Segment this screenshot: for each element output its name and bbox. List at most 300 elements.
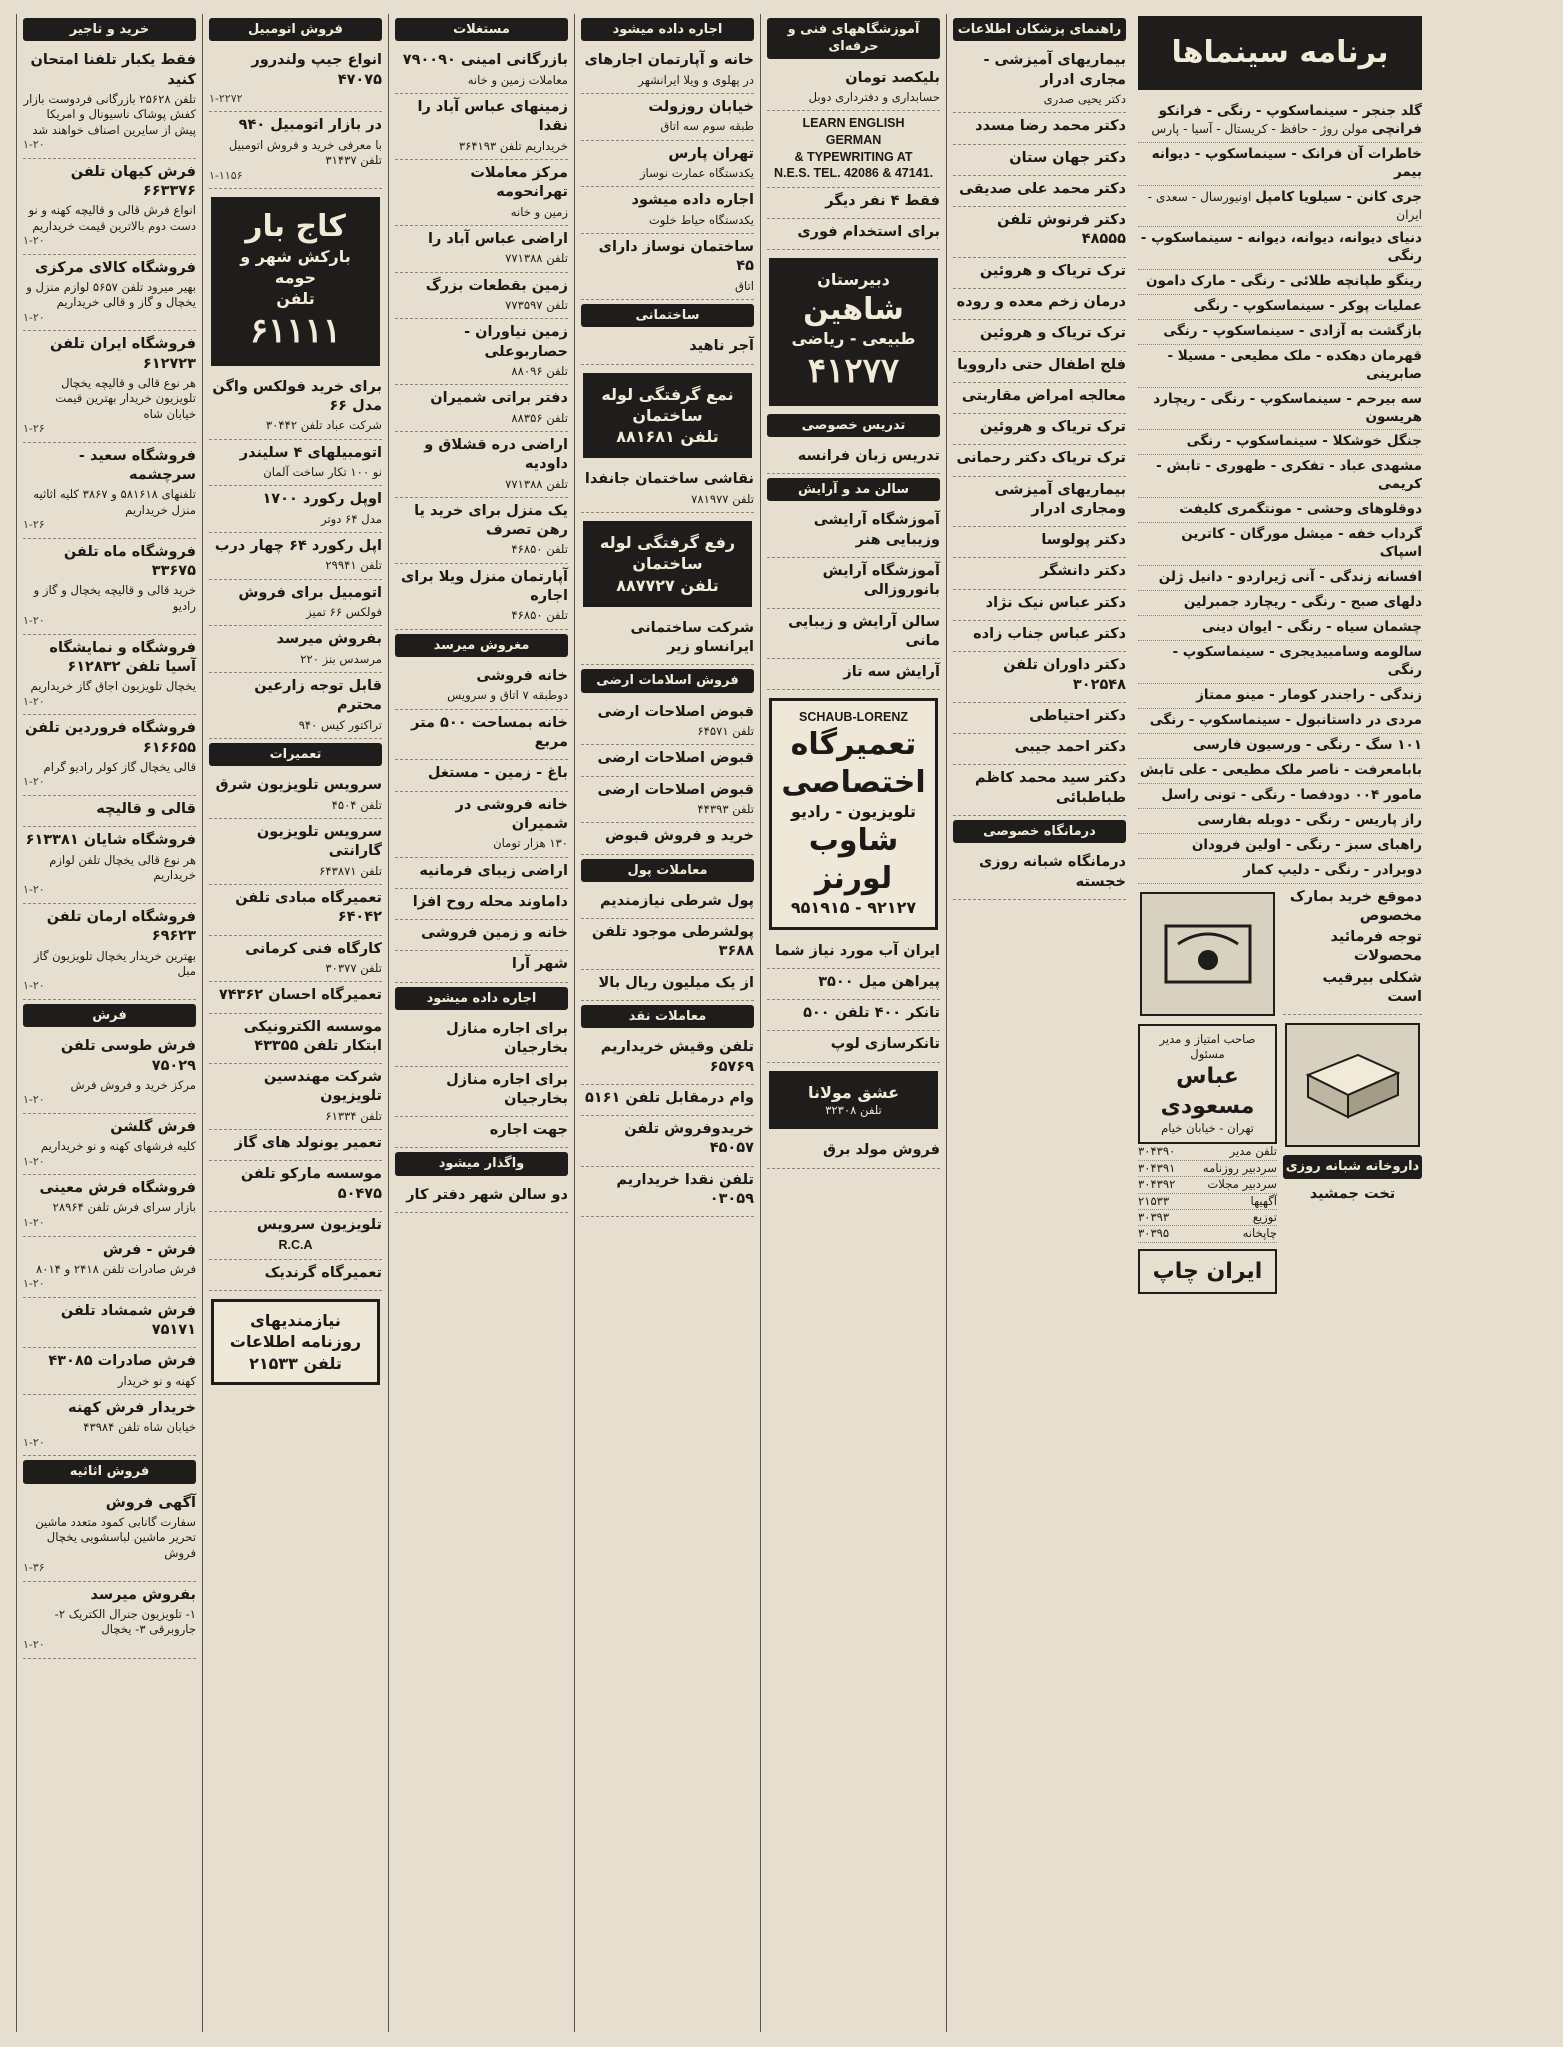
ad-title: قبوض اصلاحات ارضی bbox=[597, 781, 754, 798]
classified-ad bbox=[209, 819, 382, 885]
ad-title: فروشگاه شایان ۶۱۳۳۸۱ bbox=[25, 832, 196, 849]
ad-title: برای استخدام فوری bbox=[797, 224, 940, 241]
cinema-listing bbox=[1138, 100, 1422, 143]
classified-ad bbox=[209, 1212, 382, 1260]
bottom-block bbox=[1138, 884, 1422, 1294]
film-cinemas: اونیورسال - سعدی - ایران bbox=[1147, 189, 1422, 222]
ad-title: دکتر فرنوش تلفن ۴۸۵۵۵ bbox=[997, 212, 1126, 248]
section-header-carpet: فرش bbox=[23, 1004, 196, 1027]
ad-body: شرکت عباد تلفن ۳۰۴۴۲ bbox=[265, 418, 382, 433]
ad-body: تلفن ۴۶۸۵۰ bbox=[511, 542, 568, 557]
ad-title: برای اجاره منازل بخارجیان bbox=[446, 1071, 568, 1107]
classified-ad bbox=[23, 47, 196, 158]
classified-ad bbox=[23, 255, 196, 332]
ad-title: دکتر دانشگر bbox=[1040, 563, 1126, 580]
ad-code: ۱-۲۲۷۲ bbox=[209, 91, 243, 105]
ad-title: فرش صادرات ۴۳۰۸۵ bbox=[48, 1353, 196, 1370]
classified-ad bbox=[395, 760, 568, 791]
doctor-listing bbox=[953, 652, 1126, 703]
classified-ad bbox=[209, 626, 382, 673]
display-ad-phone: تلفن ۲۱۵۳۳ bbox=[249, 1353, 342, 1373]
ad-body: یخچال تلویزیون اجاق گاز خریداریم bbox=[30, 679, 196, 694]
doctor-listing bbox=[953, 145, 1126, 176]
ad-body: تلفن ۷۸۱۹۷۷ bbox=[691, 491, 754, 506]
ad-title: ساختمان نوساز دارای ۴۵ bbox=[598, 239, 754, 275]
ad-title: فقط ۴ نفر دیگر bbox=[825, 192, 940, 209]
film-title: سالومه وسامبیدیجری - سینماسکوپ - رنگی bbox=[1172, 644, 1422, 678]
classified-ad bbox=[395, 432, 568, 498]
ad-title: سرویس تلویزیون گارانتی bbox=[256, 824, 382, 860]
classified-ad bbox=[395, 663, 568, 710]
classified-ad bbox=[209, 580, 382, 627]
ad-title: پیراهن میل ۳۵۰۰ bbox=[818, 973, 940, 990]
classified-ad bbox=[23, 443, 196, 539]
ad-title: اوپل رکورد ۱۷۰۰ bbox=[262, 491, 382, 508]
classified-ad bbox=[23, 904, 196, 1000]
display-ad-tel-label: تلفن bbox=[276, 289, 315, 309]
tel-label: توزیع bbox=[1252, 1209, 1277, 1224]
ad-title: دکتر احتیاطی bbox=[1029, 707, 1126, 724]
ad-title: فروشگاه کالای مرکزی bbox=[34, 259, 196, 276]
ad-title: خانه بمساحت ۵۰۰ متر مربع bbox=[411, 714, 568, 751]
ad-body: اتاق bbox=[735, 278, 754, 293]
ad-body: مرکز خرید و فروش فرش bbox=[70, 1077, 196, 1092]
classified-ad bbox=[209, 885, 382, 936]
ad-title: پول شرطی نیازمندیم bbox=[599, 892, 754, 909]
film-title: چشمان سیاه - رنگی - ایوان دینی bbox=[1201, 619, 1422, 636]
ad-title: بازرگانی امینی ۷۹۰۰۹۰ bbox=[402, 52, 568, 69]
display-ad-pipe-cleaning bbox=[583, 373, 752, 459]
section-header-cash: معاملات نقد bbox=[581, 1005, 754, 1028]
doctor-listing bbox=[953, 320, 1126, 351]
ad-title: آموزشگاه آرایش بانوروزالی bbox=[822, 562, 940, 599]
display-ad-subtitle: روزنامه اطلاعات bbox=[229, 1332, 362, 1352]
classified-ad bbox=[767, 558, 940, 609]
ad-title: بلیکصد تومان bbox=[845, 69, 940, 86]
ad-title: ترک تریاک و هروئین bbox=[979, 419, 1126, 436]
ad-body: فرش صادرات تلفن ۲۴۱۸ و ۸۰۱۴ bbox=[35, 1261, 196, 1276]
ad-title: تهران پارس bbox=[668, 145, 754, 162]
classified-ad bbox=[23, 1175, 196, 1236]
display-ad-title: تعمیرگاه اختصاصی bbox=[781, 727, 926, 800]
notice-line: دموقع خرید بمارک مخصوص bbox=[1289, 888, 1422, 924]
ad-title: خیابان روزولت bbox=[648, 98, 754, 115]
tel-value: ۳۰۴۳۹۱ bbox=[1138, 1160, 1176, 1175]
ad-title: دکتر داوران تلفن ۳۰۲۵۴۸ bbox=[1003, 657, 1126, 693]
display-ad-phone: ۴۱۲۷۷ bbox=[807, 351, 900, 392]
ad-title: موسسه الکترونیکی ابتکار تلفن ۴۳۳۵۵ bbox=[243, 1018, 382, 1054]
ad-title: دکتر جهان ستان bbox=[1009, 149, 1126, 166]
classified-ad bbox=[581, 699, 754, 746]
cinema-listing bbox=[1138, 388, 1422, 431]
ad-body: مدل ۶۴ دوتر bbox=[321, 511, 382, 526]
ad-title: دکتر سید محمد کاظم طباطبائی bbox=[975, 770, 1126, 806]
ad-title: دو سالن شهر دفتر کار bbox=[406, 1186, 568, 1203]
ad-body: تراکتور کیس ۹۴۰ bbox=[298, 717, 382, 732]
classified-ad bbox=[581, 970, 754, 1001]
cinema-listing bbox=[1138, 641, 1422, 684]
classified-ad bbox=[23, 1395, 196, 1456]
ad-body: زمین و خانه bbox=[510, 204, 568, 219]
ad-title: فقط یکبار تلفنا امتحان کنید bbox=[30, 52, 196, 88]
film-title: زندگی - راجندر کومار - مینو ممتاز bbox=[1196, 686, 1422, 703]
section-header-money: معاملات پول bbox=[581, 859, 754, 882]
ad-title: اجاره داده میشود bbox=[631, 192, 754, 209]
column-buy-sell bbox=[16, 14, 202, 2032]
ad-title: خانه و آپارتمان اجارهای bbox=[584, 52, 754, 69]
ad-title: معالجه امراض مقاربتی bbox=[961, 387, 1126, 404]
ad-title: آرایش سه تاز bbox=[843, 664, 940, 681]
ad-code: ۱-۲۰ bbox=[23, 1435, 45, 1449]
ad-title: بیماریهای آمیزشی ومجاری ادرار bbox=[994, 481, 1126, 517]
publisher-address: تهران - خیابان خیام bbox=[1161, 1120, 1254, 1135]
ad-body: R.C.A bbox=[278, 1238, 313, 1253]
display-ad-kaj-bar bbox=[211, 197, 380, 366]
ad-title: زمینهای عباس آباد را نقدا bbox=[417, 98, 568, 135]
ad-title: کارگاه فنی کرمانی bbox=[245, 940, 382, 957]
ad-title: آموزشگاه آرایشی وزیبایی هنر bbox=[813, 512, 940, 548]
classified-ad bbox=[23, 539, 196, 635]
film-title: گلد جنجر - سینماسکوپ - رنگی - فرانکو فرانچی bbox=[1158, 102, 1422, 137]
ad-body: تلفن ۷۷۱۳۸۸ bbox=[505, 476, 568, 491]
ad-body: فولکس ۶۶ تمیز bbox=[306, 605, 382, 620]
ad-title: مرکز معاملات تهرانحومه bbox=[470, 164, 568, 201]
ad-title: باغ - زمین - مستغل bbox=[427, 765, 568, 782]
ad-code: ۱-۲۰ bbox=[23, 310, 45, 324]
display-ad-subtitle: طبیعی - ریاضی bbox=[791, 329, 916, 349]
column-rentals-money bbox=[574, 14, 760, 2032]
ad-title: تلفن نقدا خریداریم ۰۳۰۵۹ bbox=[616, 1171, 754, 1207]
classified-ad bbox=[395, 1067, 568, 1118]
classified-ad bbox=[581, 1116, 754, 1167]
classified-ad bbox=[23, 1490, 196, 1582]
ad-body: ۱- تلویزیون جنرال الکتریک ۲- جاروبرقی ۳- یخچال bbox=[54, 1607, 196, 1637]
ad-title: زمین بقطعات بزرگ bbox=[425, 277, 568, 294]
ad-code: ۱-۳۶ bbox=[23, 1561, 45, 1575]
classified-ad bbox=[767, 507, 940, 558]
ad-body: معاملات زمین و خانه bbox=[467, 72, 568, 87]
ad-body: تلفن ۸۸۰۹۶ bbox=[511, 363, 568, 378]
display-ad-schaub-lorenz bbox=[769, 698, 938, 929]
film-title: مردی در داستانبول - سینماسکوپ - رنگی bbox=[1149, 711, 1422, 728]
doctor-listing bbox=[953, 558, 1126, 589]
cinema-listing bbox=[1138, 834, 1422, 859]
film-title: بابامعرفت - ناصر ملک مطیعی - علی تابش bbox=[1139, 761, 1422, 778]
doctor-listing bbox=[953, 383, 1126, 414]
cinema-listing bbox=[1138, 734, 1422, 759]
cinema-listing bbox=[1138, 320, 1422, 345]
ad-title: داماوند محله روح افزا bbox=[412, 893, 568, 910]
tel-row bbox=[1138, 1226, 1277, 1242]
classified-ad bbox=[767, 1137, 940, 1168]
section-header-beauty: سالن مد و آرایش bbox=[767, 478, 940, 501]
ad-title: آپارتمان منزل ویلا برای اجاره bbox=[400, 568, 568, 605]
publisher-name: عباس مسعودی bbox=[1160, 1064, 1255, 1119]
section-header-rent: اجاره داده میشود bbox=[581, 18, 754, 41]
ad-body: تلفن ۸۸۳۵۶ bbox=[511, 410, 568, 425]
ad-body: در پهلوی و ویلا ایرانشهر bbox=[638, 72, 754, 87]
ad-code: ۱-۲۰ bbox=[23, 138, 45, 152]
film-title: عملیات پوکر - سینماسکوپ - رنگی bbox=[1193, 297, 1422, 314]
ad-title: بیماریهای آمیزشی - مجاری ادرار bbox=[983, 52, 1126, 88]
classified-ad bbox=[767, 219, 940, 250]
classified-ad bbox=[767, 1031, 940, 1062]
classified-ad bbox=[767, 659, 940, 690]
ad-title: تلفن وقیش خریداریم ۶۵۷۶۹ bbox=[600, 1039, 754, 1075]
tel-value: ۳۰۴۳۹۲ bbox=[1138, 1177, 1176, 1192]
ad-title: دکتر عباس جناب زاده bbox=[973, 626, 1126, 643]
cinema-listing bbox=[1138, 709, 1422, 734]
tel-row bbox=[1138, 1177, 1277, 1193]
ad-title: فرش شمشاد تلفن ۷۵۱۷۱ bbox=[60, 1302, 196, 1339]
doctor-listing bbox=[953, 176, 1126, 207]
film-title: گرداب خفه - میشل مورگان - کاترین اسپاک bbox=[1181, 526, 1422, 561]
cinema-listing bbox=[1138, 859, 1422, 884]
ad-title: تعمیر یونولد های گاز bbox=[234, 1135, 382, 1152]
publisher-label: صاحب امتیاز و مدیر مسئول bbox=[1159, 1031, 1256, 1061]
ad-title: تعمیرگاه گرندیک bbox=[264, 1264, 382, 1281]
cinema-listing bbox=[1138, 809, 1422, 834]
ad-body: تلفن ۳۰۳۷۷ bbox=[325, 960, 382, 975]
classified-ad bbox=[767, 969, 940, 1000]
ad-title: فروشگاه فروردین تلفن ۶۱۶۶۵۵ bbox=[25, 720, 196, 756]
ad-title: فرش - فرش bbox=[102, 1241, 196, 1258]
ad-body: تلفن ۴۴۳۹۳ bbox=[697, 801, 754, 816]
film-title: سه بیرحم - سینماسکوپ - رنگی - ریچارد هریسون bbox=[1153, 390, 1422, 425]
film-title: دوبرادر - رنگی - دلیپ کمار bbox=[1243, 861, 1422, 878]
ad-title: ایران آب مورد نیاز شما bbox=[775, 942, 940, 959]
ad-code: ۱-۱۱۵۶ bbox=[209, 168, 243, 182]
film-title: افسانه زندگی - آنی ژیراردو - دانیل ژلن bbox=[1158, 569, 1422, 586]
ad-title: سالن آرایش و زیبایی مانی bbox=[788, 613, 940, 649]
film-title: بازگشت به آزادی - سینماسکوپ - رنگی bbox=[1163, 322, 1422, 339]
classified-ad bbox=[395, 710, 568, 761]
printer-name: ایران چاپ bbox=[1152, 1258, 1263, 1284]
ad-body: مرسدس بنز ۲۲۰ bbox=[300, 651, 382, 666]
butter-box-icon bbox=[1298, 1045, 1408, 1125]
classified-ad bbox=[581, 187, 754, 234]
ad-body: یکدستگاه حیاط خلوت bbox=[648, 212, 754, 227]
classified-ad bbox=[209, 1064, 382, 1130]
ad-title: تعمیرگاه مبادی تلفن ۶۴۰۴۲ bbox=[235, 890, 382, 926]
cinema-listing bbox=[1138, 143, 1422, 186]
ad-title: فروشگاه ماه تلفن ۳۳۶۷۵ bbox=[63, 543, 196, 580]
ad-code: ۱-۲۰ bbox=[23, 1277, 45, 1291]
doctor-listing bbox=[953, 352, 1126, 383]
ad-title: فروشگاه ایران تلفن ۶۱۲۷۲۳ bbox=[50, 336, 196, 372]
ad-title: خرید و فروش قبوض bbox=[605, 828, 754, 845]
ad-title: نقاشی ساختمان جانفدا bbox=[584, 471, 754, 488]
tel-value: ۲۱۵۳۳ bbox=[1138, 1193, 1170, 1208]
ad-title: قابل توجه زارعین محترم bbox=[254, 678, 382, 714]
display-ad-title: نیازمندیهای bbox=[250, 1311, 341, 1331]
ad-title: فرش گلشن bbox=[110, 1118, 196, 1135]
classified-ad bbox=[209, 486, 382, 533]
doctor-listing bbox=[953, 414, 1126, 445]
ad-code: ۱-۲۶ bbox=[23, 518, 45, 532]
section-header-repairs: تعمیرات bbox=[209, 743, 382, 766]
latin-line: GERMAN bbox=[825, 132, 882, 147]
ad-body: قالی یخچال گاز کولر رادیو گرام bbox=[43, 759, 196, 774]
classified-ad bbox=[395, 1182, 568, 1213]
ad-title: شرکت مهندسین تلویزیون bbox=[263, 1069, 382, 1105]
ad-title: اپل رکورد ۶۴ چهار درب bbox=[214, 538, 382, 555]
classified-ad bbox=[767, 938, 940, 969]
tel-label: سردبیر روزنامه bbox=[1202, 1160, 1277, 1175]
section-header-transfer: واگذار میشود bbox=[395, 1152, 568, 1175]
classified-ad bbox=[395, 951, 568, 982]
cinema-listing bbox=[1138, 523, 1422, 566]
ad-title: فرش کیهان تلفن ۶۶۳۳۷۶ bbox=[70, 163, 196, 199]
section-header-schools: آموزشگاههای فنی و حرفه‌ای bbox=[767, 18, 940, 59]
classified-ad bbox=[953, 849, 1126, 900]
column-cars-repairs bbox=[202, 14, 388, 2032]
display-ad-phone: ۹۲۱۲۷ - ۹۵۱۹۱۵ bbox=[790, 898, 917, 918]
classified-ad bbox=[395, 94, 568, 160]
ad-code: ۱-۲۰ bbox=[23, 1637, 45, 1651]
ad-title: فلج اطفال حتی داروویا bbox=[957, 356, 1126, 373]
cinema-listing bbox=[1138, 227, 1422, 270]
classified-ad bbox=[209, 1260, 382, 1291]
classified-ad bbox=[395, 792, 568, 858]
section-header-clinic: درمانگاه خصوصی bbox=[953, 820, 1126, 843]
ettelaat-logo-illustration bbox=[1140, 892, 1275, 1016]
ad-title: آجر ناهید bbox=[689, 338, 754, 355]
display-ad-eshgh-molana bbox=[769, 1071, 938, 1130]
ad-title: دکتر عباس نیک نژاد bbox=[985, 594, 1126, 611]
classified-ad bbox=[581, 919, 754, 970]
ad-title: اراضی دره قشلاق و داودیه bbox=[424, 436, 568, 473]
classified-ad bbox=[581, 1085, 754, 1116]
classified-ad bbox=[209, 47, 382, 112]
cinema-listing bbox=[1138, 295, 1422, 320]
doctor-listing bbox=[953, 527, 1126, 558]
ad-body: یکدستگاه عمارت نوساز bbox=[639, 165, 754, 180]
display-ad-title: عشق مولانا bbox=[807, 1082, 900, 1102]
classified-ad bbox=[23, 1033, 196, 1114]
film-title: مامور ۰۰۴ دودفصا - رنگی - تونی راسل bbox=[1161, 786, 1422, 803]
display-ad-title: کاج بار bbox=[245, 209, 346, 245]
ad-title: بفروش میرسد bbox=[276, 631, 382, 648]
ad-body: سفارت گانابی کمود متعدد ماشین تحریر ماشین لباسشویی یخچال فروش bbox=[35, 1514, 196, 1560]
cinema-listing bbox=[1138, 455, 1422, 498]
doctor-listing bbox=[953, 477, 1126, 528]
brand-notice bbox=[1283, 884, 1422, 1016]
cinema-listing bbox=[1138, 566, 1422, 591]
ad-title: فروشگاه ارمان تلفن ۶۹۶۲۳ bbox=[46, 909, 196, 945]
ad-title: دکتر محمد علی صدیقی bbox=[959, 180, 1126, 197]
film-title: دلهای صبح - رنگی - ریچارد جمبرلین bbox=[1183, 594, 1422, 611]
doctor-listing bbox=[953, 765, 1126, 816]
ad-title: سرویس تلویزیون شرق bbox=[215, 777, 382, 794]
classified-ad bbox=[395, 564, 568, 630]
cinema-program-header: برنامه سینماها bbox=[1138, 16, 1422, 90]
ad-title: قبوض اصلاحات ارضی bbox=[597, 750, 754, 767]
doctor-listing bbox=[953, 445, 1126, 476]
doctor-listing bbox=[953, 258, 1126, 289]
classified-ad bbox=[581, 615, 754, 666]
english-school-ad bbox=[767, 111, 940, 188]
ad-body: تلفنهای ۵۸۱۶۱۸ و ۳۸۶۷ کلیه اثاثیه منزل خریداریم bbox=[33, 487, 196, 517]
tel-label: چاپخانه bbox=[1242, 1226, 1277, 1241]
cinema-listing bbox=[1138, 498, 1422, 523]
display-ad-ettelaat-classifieds bbox=[211, 1299, 380, 1385]
cinema-listing bbox=[1138, 345, 1422, 388]
ad-title: خانه فروشی bbox=[476, 668, 568, 685]
notice-line: توجه فرمائید محصولات bbox=[1330, 929, 1422, 965]
side-ads-block bbox=[1283, 884, 1422, 1294]
ad-body: تلفن ۴۶۸۵۰ bbox=[511, 608, 568, 623]
section-header-for-rent: اجاره داده میشود bbox=[395, 987, 568, 1010]
classified-ad bbox=[209, 1130, 382, 1161]
tel-row bbox=[1138, 1210, 1277, 1226]
ad-title: فروشگاه سعید - سرچشمه bbox=[78, 447, 196, 484]
classified-ad bbox=[581, 777, 754, 824]
display-ad-phone: تلفن ۸۸۷۷۲۷ bbox=[616, 575, 719, 595]
film-title: ۱۰۱ سگ - رنگی - ورسیون فارسی bbox=[1192, 736, 1422, 753]
classified-ad bbox=[23, 1582, 196, 1659]
newspaper-logo-icon bbox=[1158, 914, 1258, 994]
classified-ad bbox=[209, 533, 382, 580]
ad-title: خانه فروشی در شمیران bbox=[455, 796, 568, 832]
classified-ad bbox=[209, 440, 382, 487]
classified-ad bbox=[23, 1237, 196, 1298]
film-title: دوقلوهای وحشی - مونتگمری کلیفت bbox=[1179, 501, 1422, 518]
display-ad-phone: تلفن ۳۲۳۰۸ bbox=[825, 1102, 882, 1117]
classified-ad bbox=[209, 1161, 382, 1212]
tel-value: ۳۰۴۳۹۰ bbox=[1138, 1144, 1176, 1159]
ad-body: تلفن ۶۴۳۸۷۱ bbox=[319, 863, 382, 878]
classified-ad bbox=[395, 47, 568, 94]
ad-title: شهر آرا bbox=[511, 956, 568, 973]
tel-value: ۳۰۳۹۵ bbox=[1138, 1226, 1170, 1241]
ad-title: فروش مولد برق bbox=[823, 1142, 940, 1159]
classified-ad bbox=[395, 1016, 568, 1067]
ad-body: تلفن ۴۵۰۴ bbox=[331, 797, 382, 812]
classified-ad bbox=[23, 635, 196, 716]
section-header-real-estate: مستغلات bbox=[395, 18, 568, 41]
film-title: جری کانن - سیلویا کامپل bbox=[1255, 188, 1422, 205]
ad-title: انواع جیپ ولندرور ۴۷۰۷۵ bbox=[251, 52, 382, 88]
ad-body: خرید قالی و قالیچه یخچال و گاز و رادیو bbox=[33, 583, 196, 613]
column-real-estate bbox=[388, 14, 574, 2032]
film-title: جنگل خوشکلا - سینماسکوپ - رنگی bbox=[1186, 433, 1422, 450]
classified-ad bbox=[23, 796, 196, 827]
film-title: قهرمان دهکده - ملک مطیعی - مسیلا - صابرینی bbox=[1167, 347, 1422, 382]
tel-row bbox=[1138, 1144, 1277, 1160]
ad-title: خریدار فرش کهنه bbox=[68, 1400, 196, 1417]
ad-title: اراضی زیبای فرمانیه bbox=[419, 862, 568, 879]
ad-body: با معرفی خرید و فروش اتومبیل تلفن ۳۱۴۳۷ bbox=[228, 137, 382, 168]
classified-ad bbox=[767, 1000, 940, 1031]
classified-ad bbox=[581, 333, 754, 364]
film-cinemas: مولن روژ - حافظ - کریستال - آسیا - پارس bbox=[1151, 121, 1368, 136]
doctor-listing bbox=[953, 113, 1126, 144]
ad-code: ۱-۲۰ bbox=[23, 775, 45, 789]
ad-title: درمان زخم معده و روده bbox=[956, 293, 1126, 310]
ad-code: ۱-۲۰ bbox=[23, 1154, 45, 1168]
ad-code: ۱-۲۰ bbox=[23, 883, 45, 897]
tel-label: آگهیها bbox=[1250, 1193, 1277, 1208]
cinema-listing bbox=[1138, 186, 1422, 227]
classified-ad bbox=[209, 112, 382, 189]
film-title: دنیای دیوانه، دیوانه، دیوانه - سینماسکوپ - رنگی bbox=[1140, 229, 1422, 264]
ad-title: آگهی فروش bbox=[105, 1494, 196, 1511]
ad-title: پولشرطی موجود تلفن ۳۶۸۸ bbox=[591, 924, 754, 960]
classified-ad bbox=[209, 673, 382, 739]
doctor-listing bbox=[953, 289, 1126, 320]
classified-ad bbox=[581, 888, 754, 919]
